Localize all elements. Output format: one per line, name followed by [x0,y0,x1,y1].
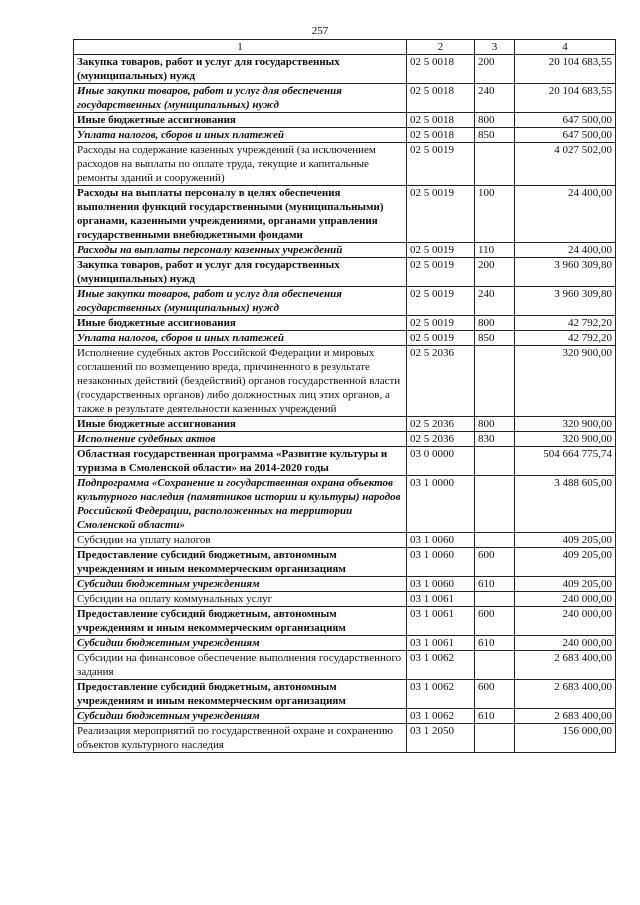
row-name-cell: Субсидии бюджетным учреждениям [74,709,407,724]
row-code-cell: 02 5 0019 [407,186,475,243]
table-row [74,533,616,548]
row-code-cell: 03 1 0061 [407,636,475,651]
row-amount-cell: 2 683 400,00 [515,709,616,724]
row-name-cell: Закупка товаров, работ и услуг для государственных (муниципальных) нужд [74,258,407,287]
row-type-cell [475,476,515,533]
table-row [74,432,616,447]
row-code-cell: 03 1 0061 [407,607,475,636]
budget-table [73,39,616,753]
row-type-cell [475,447,515,476]
row-code-cell: 03 1 0062 [407,680,475,709]
row-type-cell [475,346,515,417]
row-name-cell: Субсидии бюджетным учреждениям [74,577,407,592]
row-amount-cell: 156 000,00 [515,724,616,753]
row-name-cell: Подпрограмма «Сохранение и государственная охрана объектов культурного наследия (памятников истории и культуры) народов Российской Федерации, расположенных на территории Смоленской области» [74,476,407,533]
table-row [74,592,616,607]
row-type-cell: 240 [475,84,515,113]
row-name-cell: Реализация мероприятий по государственной охране и сохранению объектов культурного наследия [74,724,407,753]
row-name-cell: Исполнение судебных актов [74,432,407,447]
row-type-cell [475,143,515,186]
row-amount-cell: 504 664 775,74 [515,447,616,476]
header-cell-code: 2 [407,40,475,55]
row-amount-cell: 240 000,00 [515,636,616,651]
row-code-cell: 02 5 0019 [407,316,475,331]
row-code-cell: 02 5 0019 [407,258,475,287]
table-row [74,476,616,533]
row-amount-cell: 320 900,00 [515,417,616,432]
row-code-cell: 03 1 0000 [407,476,475,533]
header-row [74,40,616,55]
row-name-cell: Иные закупки товаров, работ и услуг для обеспечения государственных (муниципальных) нужд [74,287,407,316]
table-row [74,607,616,636]
table-row [74,346,616,417]
row-code-cell: 02 5 2036 [407,417,475,432]
row-name-cell: Уплата налогов, сборов и иных платежей [74,331,407,346]
table-row [74,186,616,243]
row-type-cell [475,592,515,607]
row-type-cell: 610 [475,577,515,592]
row-amount-cell: 647 500,00 [515,113,616,128]
row-code-cell: 02 5 2036 [407,346,475,417]
row-type-cell: 100 [475,186,515,243]
row-amount-cell: 409 205,00 [515,533,616,548]
row-code-cell: 02 5 2036 [407,432,475,447]
table-row [74,651,616,680]
row-name-cell: Расходы на содержание казенных учреждений (за исключением расходов на выплаты по оплате труда, текущие и капитальные ремонты зданий и сооружений) [74,143,407,186]
row-name-cell: Иные бюджетные ассигнования [74,316,407,331]
row-name-cell: Расходы на выплаты персоналу в целях обеспечения выполнения функций государственными (муниципальными) органами, казенными учреждениями, органами управления государственными внебюджетными фондами [74,186,407,243]
table-row [74,84,616,113]
table-row [74,143,616,186]
header-cell-amount: 4 [515,40,616,55]
row-amount-cell: 4 027 502,00 [515,143,616,186]
row-name-cell: Субсидии на оплату коммунальных услуг [74,592,407,607]
row-type-cell: 240 [475,287,515,316]
row-code-cell: 03 1 0060 [407,577,475,592]
table-row [74,331,616,346]
row-name-cell: Иные бюджетные ассигнования [74,417,407,432]
budget-table-body [74,40,616,753]
row-type-cell: 610 [475,636,515,651]
row-name-cell: Субсидии бюджетным учреждениям [74,636,407,651]
row-amount-cell: 320 900,00 [515,432,616,447]
table-row [74,243,616,258]
row-name-cell: Предоставление субсидий бюджетным, автономным учреждениям и иным некоммерческим организациям [74,548,407,577]
row-code-cell: 03 1 2050 [407,724,475,753]
row-code-cell: 02 5 0019 [407,287,475,316]
table-row [74,447,616,476]
row-name-cell: Предоставление субсидий бюджетным, автономным учреждениям и иным некоммерческим организациям [74,607,407,636]
row-code-cell: 03 1 0061 [407,592,475,607]
row-amount-cell: 240 000,00 [515,607,616,636]
row-amount-cell: 3 960 309,80 [515,258,616,287]
table-row [74,548,616,577]
row-type-cell: 110 [475,243,515,258]
row-code-cell: 02 5 0019 [407,143,475,186]
row-amount-cell: 409 205,00 [515,577,616,592]
row-code-cell: 03 1 0060 [407,533,475,548]
row-amount-cell: 240 000,00 [515,592,616,607]
page-number: 257 [311,25,329,37]
table-row [74,316,616,331]
row-amount-cell: 409 205,00 [515,548,616,577]
table-row [74,709,616,724]
table-row [74,724,616,753]
table-row [74,680,616,709]
row-amount-cell: 320 900,00 [515,346,616,417]
row-code-cell: 02 5 0018 [407,128,475,143]
row-code-cell: 02 5 0019 [407,243,475,258]
row-code-cell: 02 5 0018 [407,55,475,84]
row-type-cell: 600 [475,607,515,636]
row-type-cell: 800 [475,113,515,128]
table-row [74,113,616,128]
row-type-cell: 200 [475,258,515,287]
table-row [74,417,616,432]
row-type-cell: 600 [475,548,515,577]
row-amount-cell: 2 683 400,00 [515,680,616,709]
row-name-cell: Областная государственная программа «Развитие культуры и туризма в Смоленской области» на 2014-2020 годы [74,447,407,476]
row-type-cell: 830 [475,432,515,447]
row-code-cell: 03 1 0060 [407,548,475,577]
row-name-cell: Иные закупки товаров, работ и услуг для обеспечения государственных (муниципальных) нужд [74,84,407,113]
table-row [74,258,616,287]
row-amount-cell: 3 960 309,80 [515,287,616,316]
row-type-cell: 600 [475,680,515,709]
table-row [74,287,616,316]
row-type-cell: 200 [475,55,515,84]
row-type-cell: 800 [475,417,515,432]
row-type-cell [475,724,515,753]
row-name-cell: Расходы на выплаты персоналу казенных учреждений [74,243,407,258]
row-name-cell: Субсидии на уплату налогов [74,533,407,548]
row-amount-cell: 24 400,00 [515,243,616,258]
row-name-cell: Иные бюджетные ассигнования [74,113,407,128]
row-code-cell: 03 1 0062 [407,709,475,724]
row-name-cell: Субсидии на финансовое обеспечение выполнения государственного задания [74,651,407,680]
row-code-cell: 03 1 0062 [407,651,475,680]
row-type-cell: 850 [475,128,515,143]
row-type-cell: 800 [475,316,515,331]
row-type-cell: 850 [475,331,515,346]
row-type-cell: 610 [475,709,515,724]
table-row [74,636,616,651]
row-amount-cell: 20 104 683,55 [515,84,616,113]
row-name-cell: Предоставление субсидий бюджетным, автономным учреждениям и иным некоммерческим организациям [74,680,407,709]
row-amount-cell: 2 683 400,00 [515,651,616,680]
table-row [74,128,616,143]
header-cell-name: 1 [74,40,407,55]
header-cell-type: 3 [475,40,515,55]
row-amount-cell: 647 500,00 [515,128,616,143]
table-row [74,55,616,84]
row-code-cell: 02 5 0018 [407,113,475,128]
row-code-cell: 03 0 0000 [407,447,475,476]
table-row [74,577,616,592]
row-name-cell: Уплата налогов, сборов и иных платежей [74,128,407,143]
row-amount-cell: 42 792,20 [515,316,616,331]
row-name-cell: Закупка товаров, работ и услуг для государственных (муниципальных) нужд [74,55,407,84]
row-amount-cell: 20 104 683,55 [515,55,616,84]
row-code-cell: 02 5 0019 [407,331,475,346]
row-code-cell: 02 5 0018 [407,84,475,113]
row-amount-cell: 24 400,00 [515,186,616,243]
row-type-cell [475,651,515,680]
row-amount-cell: 42 792,20 [515,331,616,346]
row-type-cell [475,533,515,548]
row-name-cell: Исполнение судебных актов Российской Федерации и мировых соглашений по возмещению вреда, причиненного в результате незаконных действий (бездействий) органов государственной власти (государственных органов) либо должностных лиц этих органов, а также в результате деятельности казенных учреждений [74,346,407,417]
row-amount-cell: 3 488 605,00 [515,476,616,533]
